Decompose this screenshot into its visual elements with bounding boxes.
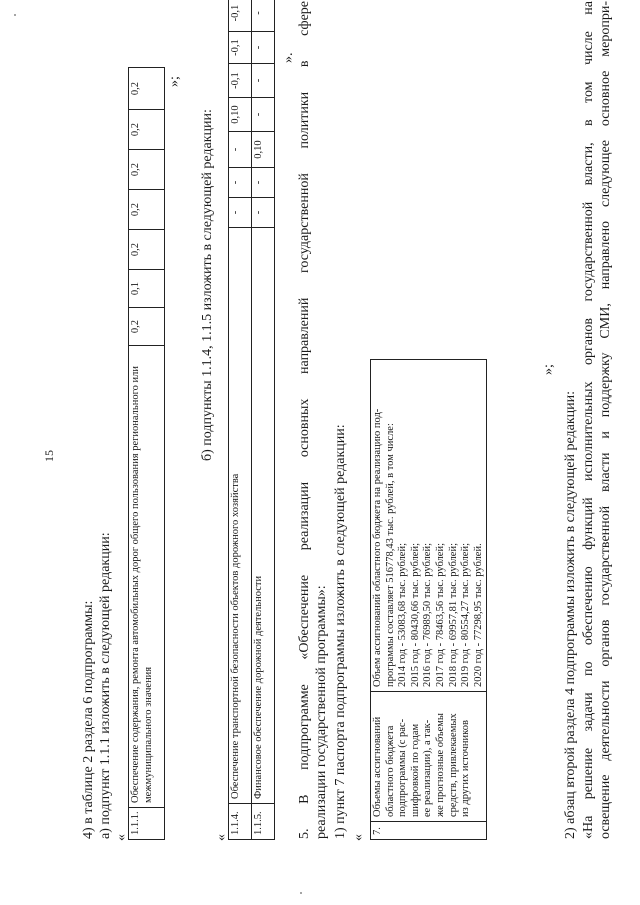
table-2: [228, 0, 275, 840]
label-line: Объемы ассигнований: [372, 716, 383, 817]
value-line: Объем ассигнований областного бюджета на реализацию под-: [372, 408, 383, 687]
table-1: [128, 67, 165, 840]
item-5-1-text: 1) пункт 7 паспорта подпрограммы изложить в следующей редакции:: [333, 424, 348, 839]
value-line: 2019 год - 80554,27 тыс. рублей;: [460, 542, 472, 687]
cell-value: -0,1: [229, 0, 252, 32]
open-quote: «: [351, 834, 366, 841]
row-number: 7.: [371, 822, 487, 840]
cell-value: -: [229, 198, 252, 228]
item-4b-text: б) подпункты 1.1.4, 1.1.5 изложить в следующей редакции:: [200, 109, 215, 461]
cell-value: -: [229, 168, 252, 198]
label-line: средств, привлекаемых: [447, 713, 459, 817]
cell-value: 0,2: [129, 110, 165, 150]
value-line: 2017 год - 78463,56 тыс. рублей;: [434, 542, 446, 687]
table-row: [129, 68, 165, 840]
table-row: [229, 0, 252, 840]
item-5-2-text: 2) абзац второй раздела 4 подпрограммы изложить в следующей редакции:: [563, 390, 578, 839]
value-line: 2018 год - 69957,81 тыс. рублей;: [447, 542, 459, 687]
page-number: 15: [42, 450, 56, 462]
passport-label-cell: [371, 692, 487, 822]
label-line: областного бюджета: [384, 725, 396, 817]
cell-value: -: [252, 0, 275, 32]
row-number: 1.1.1.: [129, 808, 165, 840]
quote-line-1: «На решение задачи по обеспечению функций исполнительных органов государственной власти, в том числе на: [581, 1, 596, 839]
item-4-text: 4) в таблице 2 раздела 6 подпрограммы:: [81, 600, 96, 839]
row-description: Обеспечение содержания, ремонта автомобильных дорог общего пользования регионального или межмуниципального значения: [129, 346, 165, 808]
row-number: 1.1.5.: [252, 804, 275, 840]
open-quote: «: [114, 834, 129, 841]
value-line: программы составляет 516778,43 тыс. рублей, в том числе:: [384, 423, 396, 687]
passport-value-cell: [371, 360, 487, 692]
item-4a-text: а) подпункт 1.1.1 изложить в следующей редакции:: [98, 532, 113, 839]
item-5-heading-line-1: 5. В подпрограмме «Обеспечение реализации основных направлений государственной политики в сфере: [297, 1, 312, 839]
label-line: из других источников: [460, 720, 472, 817]
cell-value: 0,2: [129, 150, 165, 190]
cell-value: 0,2: [129, 230, 165, 270]
row-number: 1.1.4.: [229, 804, 252, 840]
cell-value: -: [252, 64, 275, 98]
label-line: же прогнозные объемы: [434, 713, 446, 817]
quote-line-2: освещение деятельности органов государственной власти и поддержку СМИ, направлено следующее основное меропри-: [598, 1, 613, 839]
cell-value: -0,1: [229, 32, 252, 64]
value-line: 2016 год - 76989,50 тыс. рублей;: [422, 542, 434, 687]
table-row: [371, 360, 487, 840]
row-description: Финансовое обеспечение дорожной деятельности: [252, 228, 275, 804]
table-3: [370, 359, 487, 840]
cell-value: 0,1: [129, 270, 165, 308]
label-line: подпрограммы (с рас-: [397, 718, 409, 817]
value-line: 2015 год - 80430,66 тыс. рублей;: [409, 542, 421, 687]
row-description: Обеспечение транспортной безопасности объектов дорожного хозяйства: [229, 228, 252, 804]
cell-value: -: [229, 132, 252, 168]
label-line: ее реализации), а так-: [422, 719, 434, 817]
cell-value: 0,2: [129, 68, 165, 110]
table-row: [252, 0, 275, 840]
close-quote: »;: [167, 76, 182, 87]
cell-value: 0,10: [252, 132, 275, 168]
open-quote: «: [214, 834, 229, 841]
cell-value: -: [252, 198, 275, 228]
cell-value: 0,2: [129, 308, 165, 346]
close-quote: ».: [281, 52, 296, 63]
cell-value: 0,10: [229, 98, 252, 132]
label-line: шифровкой по годам: [409, 723, 421, 817]
item-5-heading-line-2: реализации государственной программы»:: [314, 585, 329, 839]
cell-value: -0,1: [229, 64, 252, 98]
value-line: 2014 год - 53083,68 тыс. рублей;: [397, 542, 409, 687]
value-line: 2020 год - 77298,95 тыс. рублей.: [472, 543, 484, 687]
close-quote: »;: [541, 364, 556, 375]
cell-value: -: [252, 98, 275, 132]
cell-value: -: [252, 32, 275, 64]
cell-value: -: [252, 168, 275, 198]
cell-value: 0,2: [129, 190, 165, 230]
